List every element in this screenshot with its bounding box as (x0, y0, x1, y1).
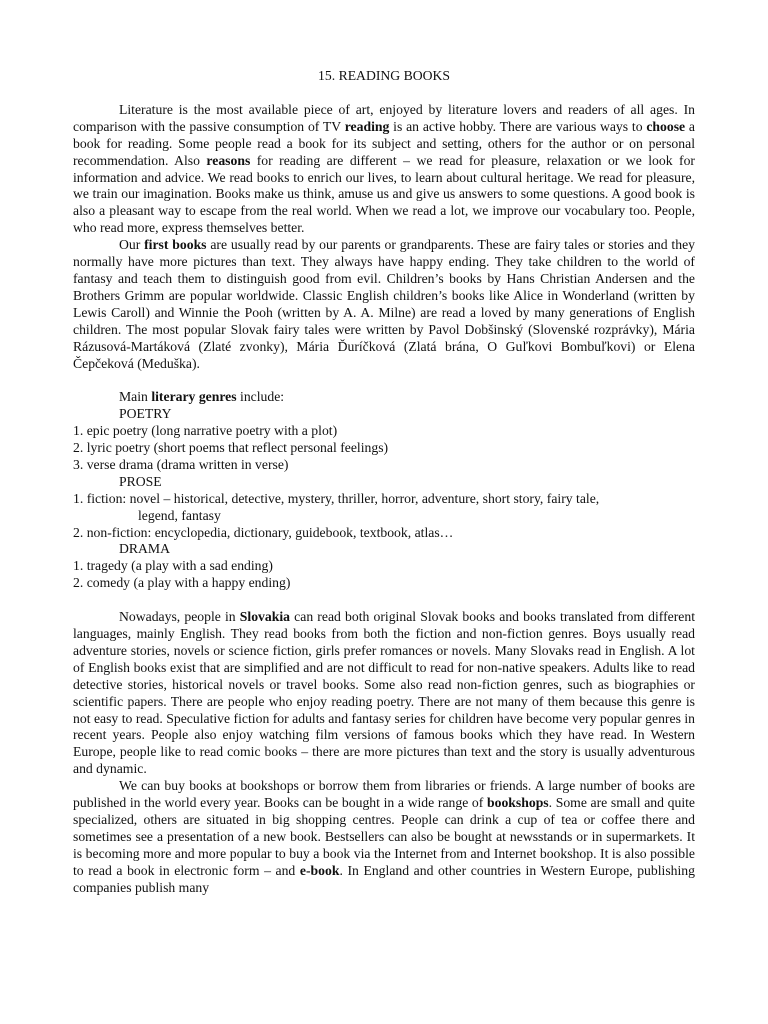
list-item-continuation: legend, fantasy (138, 507, 221, 523)
list-item: 2. comedy (a play with a happy ending) (73, 575, 291, 591)
text-run: include: (236, 389, 285, 405)
prose-heading: PROSE (119, 473, 162, 489)
genres-intro (73, 389, 695, 406)
text-run: Main (119, 389, 152, 405)
text-run: We can buy books at bookshops or borrow them from libraries or friends. A large number of books are published in the world every year. Books can be bought in a wide range of (73, 778, 695, 811)
text-run: Nowadays, people in (119, 609, 240, 625)
poetry-list (73, 423, 695, 474)
list-item: 1. tragedy (a play with a sad ending) (73, 558, 273, 574)
drama-list (73, 558, 695, 592)
bold-term-reasons: reasons (206, 152, 251, 168)
text-run: Our (119, 237, 145, 253)
drama-heading: DRAMA (119, 541, 170, 557)
list-item: 2. lyric poetry (short poems that reflect personal feelings) (73, 440, 389, 456)
paragraph-literature (73, 102, 695, 237)
bold-term-choose: choose (646, 118, 686, 134)
bold-term-reading: reading (344, 118, 390, 134)
document-title: 15. READING BOOKS (318, 68, 450, 83)
spacer (73, 592, 695, 609)
text-run: for reading are different – we read for pleasure, relaxation or we look for information and advice. We read books to enrich our lives, to learn about cultural heritage. We read for pleasure, we train our imagination. Books make us think, amuse us and give us answers to some questions. A good book is also a pleasant way to escape from the real world. When we read a lot, we improve our vocabulary too. People, who read more, express themselves better. (73, 152, 695, 236)
paragraph-slovakia (73, 609, 695, 778)
text-run: can read both original Slovak books and books translated from different languages, mainly English. They read books from both the fiction and non-fiction genres. Boys usually read adventure stories, novels or science fiction, girls prefer romances or novels. Many Slovaks read in English. A lot of English books exist that are simplified and are not difficult to read for non-native speakers. Adults like to read detective stories, historical novels or travel books. Some also read non-fiction genres, such as biographies or scientific papers. There are people who enjoy reading poetry. There are not many of them because this genre is not easy to read. Speculative fiction for adults and fantasy series for children have become very popular genres in recent years. People also enjoy watching film versions of famous books which they have read. In Western Europe, people like to read comic books – there are more pictures than text and the story is usually adventurous and dynamic. (73, 609, 695, 777)
text-run: . In England and other countries in Western Europe, publishing companies publish many (73, 862, 695, 895)
spacer (73, 372, 695, 389)
bold-term-bookshops: bookshops (487, 795, 549, 811)
text-run: Literature is the most available piece of art, enjoyed by literature lovers and readers of all ages. In comparison with the passive consumption of TV (73, 101, 695, 134)
bold-term-first-books: first books (144, 237, 207, 253)
bold-term-literary-genres: literary genres (151, 389, 237, 405)
paragraph-bookshops (73, 778, 695, 896)
list-item: 2. non-fiction: encyclopedia, dictionary, guidebook, textbook, atlas… (73, 524, 454, 540)
bold-term-e-book: e-book (299, 862, 340, 878)
text-run: are usually read by our parents or grandparents. These are fairy tales or stories and they normally have more pictures than text. They always have happy ending. They take children to the world of fantasy and teach them to distinguish good from evil. Children’s books by Hans Christian Andersen and the Brothers Grimm are popular worldwide. Classic English children’s books like Alice in Wonderland (written by Lewis Caroll) and Winnie the Pooh (written by A. A. Milne) are read a loved by many generations of English children. The most popular Slovak fairy tales were written by Pavol Dobšinský (Slovenské rozprávky), Mária Rázusová-Martáková (Zlaté zvonky), Mária Ďuríčková (Zlatá brána, O Guľkovi Bombuľkovi) or Elena Čepčeková (Meduška). (73, 237, 695, 371)
text-run: a book for reading. Some people read a book for its subject and setting, others for the author or on personal recommendation. Also (73, 118, 696, 168)
list-item (73, 491, 695, 525)
list-item: 1. epic poetry (long narrative poetry with a plot) (73, 423, 338, 439)
prose-list (73, 491, 695, 542)
paragraph-first-books (73, 237, 695, 372)
text-run: is an active hobby. There are various ways to (389, 118, 647, 134)
list-item-line: 1. fiction: novel – historical, detective, mystery, thriller, horror, adventure, short story, fairy tale, (73, 490, 600, 506)
list-item: 3. verse drama (drama written in verse) (73, 456, 289, 472)
text-run: . Some are small and quite specialized, others are situated in big shopping centres. People can drink a cup of tea or coffee there and sometimes see a presentation of a new book. Bestsellers can also be bought at newsstands or in supermarkets. It is becoming more and more popular to buy a book via the Internet from and Internet bookshop. It is also possible to read a book in electronic form – and (73, 795, 695, 878)
poetry-heading: POETRY (119, 406, 172, 422)
bold-term-slovakia: Slovakia (239, 609, 291, 625)
